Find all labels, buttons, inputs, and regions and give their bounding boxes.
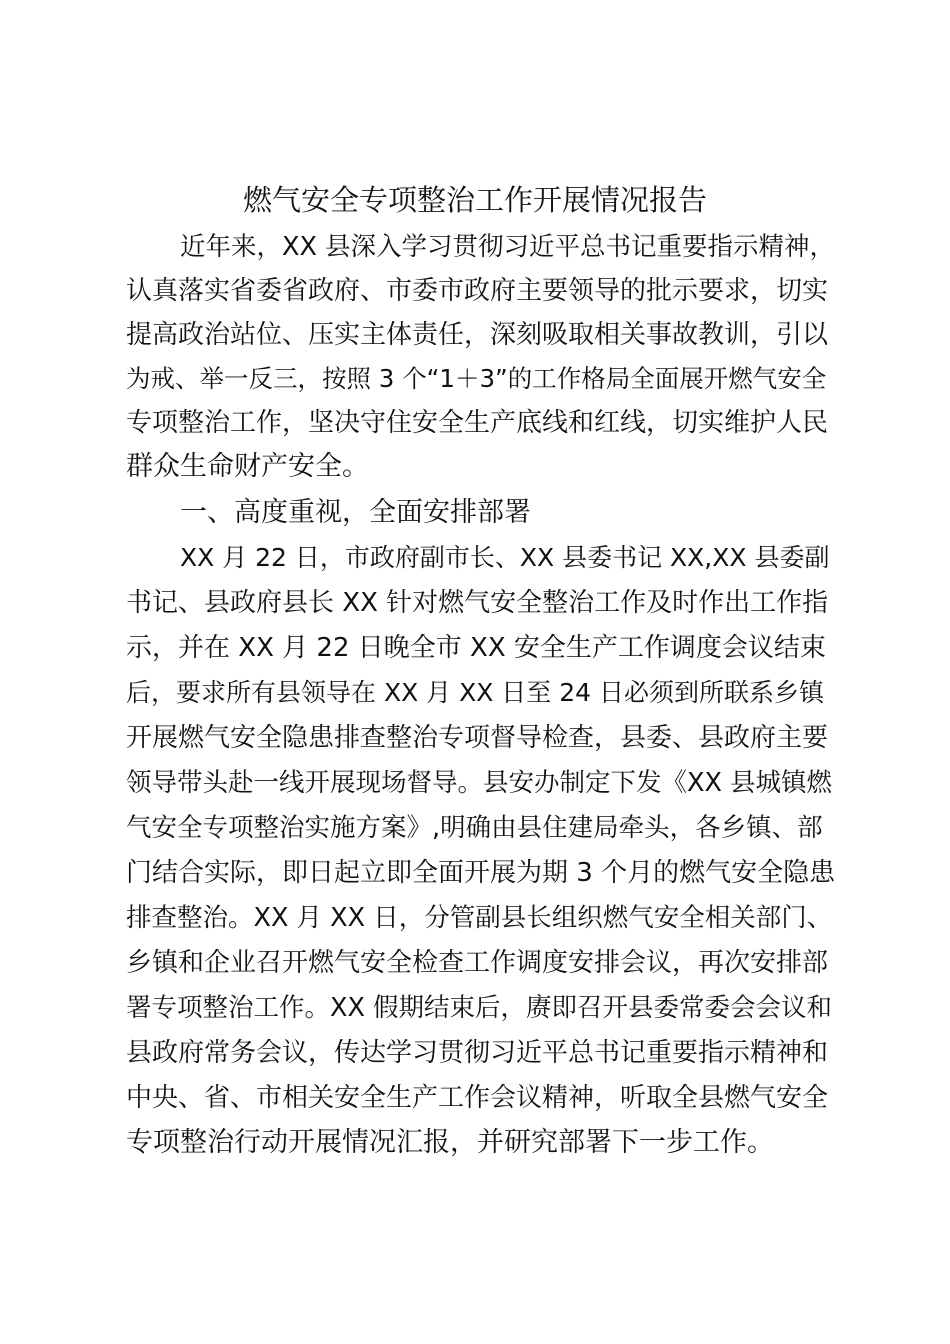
text-line: 门结合实际，即日起立即全面开展为期 3 个月的燃气安全隐患 xyxy=(126,858,836,888)
text-line: 示，并在 XX 月 22 日晚全市 XX 安全生产工作调度会议结束 xyxy=(126,633,826,663)
text-line: 专项整治行动开展情况汇报，并研究部署下一步工作。 xyxy=(126,1127,774,1158)
text-line: 为戒、举一反三，按照 3 个“1＋3”的工作格局全面展开燃气安全 xyxy=(126,364,827,393)
text-line: 近年来，XX 县深入学习贯彻习近平总书记重要指示精神， xyxy=(180,232,836,262)
text-line: 乡镇和企业召开燃气安全检查工作调度安排会议，再次安排部 xyxy=(126,948,829,978)
text-line: 署专项整治工作。XX 假期结束后，赓即召开县委常委会会议和 xyxy=(126,993,833,1023)
text-line: 群众生命财产安全。 xyxy=(126,451,369,482)
text-line: XX 月 22 日，市政府副市长、XX 县委书记 XX,XX 县委副 xyxy=(180,543,830,572)
text-line: 专项整治工作，坚决守住安全生产底线和红线，切实维护人民 xyxy=(126,408,829,438)
text-line: 排查整治。XX 月 XX 日，分管副县长组织燃气安全相关部门、 xyxy=(126,903,833,933)
text-line: 提高政治站位、压实主体责任，深刻吸取相关事故教训，引以 xyxy=(126,320,829,350)
text-line: 认真落实省委省政府、市委市政府主要领导的批示要求，切实 xyxy=(126,276,829,306)
text-line: 中央、省、市相关安全生产工作会议精神，听取全县燃气安全 xyxy=(126,1083,829,1113)
text-line: 开展燃气安全隐患排查整治专项督导检查，县委、县政府主要 xyxy=(126,723,829,753)
text-line: 后，要求所有县领导在 XX 月 XX 日至 24 日必须到所联系乡镇 xyxy=(126,678,825,707)
text-line: 书记、县政府县长 XX 针对燃气安全整治工作及时作出工作指 xyxy=(126,588,829,618)
text-line: 领导带头赴一线开展现场督导。县安办制定下发《XX 县城镇燃 xyxy=(126,768,833,798)
section-heading: 一、高度重视，全面安排部署 xyxy=(180,497,531,528)
document-title: 燃气安全专项整治工作开展情况报告 xyxy=(242,183,707,217)
text-line: 气安全专项整治实施方案》,明确由县住建局牵头，各乡镇、部 xyxy=(126,813,823,843)
text-line: 县政府常务会议，传达学习贯彻习近平总书记重要指示精神和 xyxy=(126,1038,829,1068)
